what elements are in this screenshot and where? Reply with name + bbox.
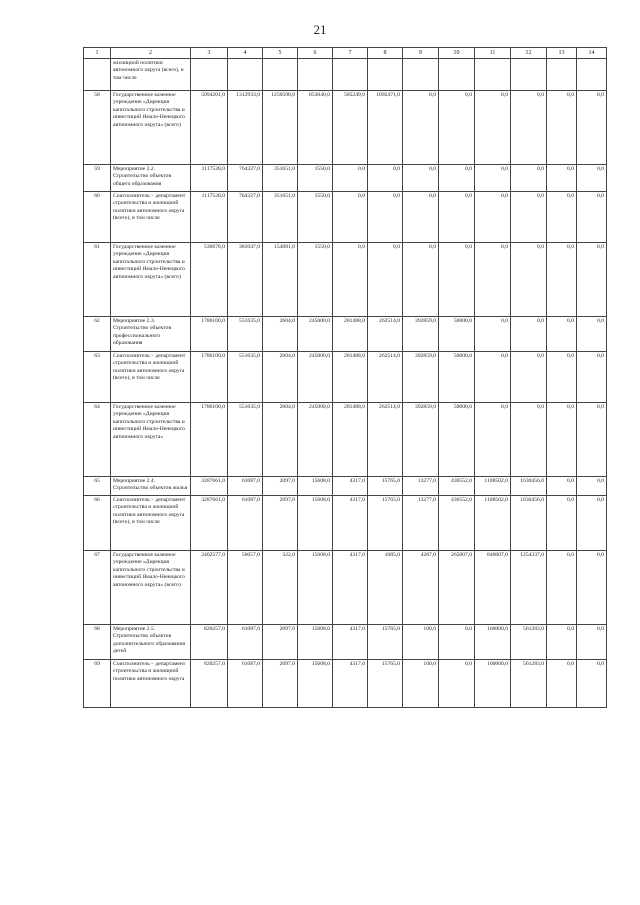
value-cell (577, 59, 607, 91)
row-name: Государственное казенное учреждение «Дирекция капитального строительства и инвестиций Ямало-Ненецкого автономного округа» (всего) (111, 551, 191, 625)
value-cell: 4317,0 (333, 660, 368, 708)
value-cell: 61087,0 (228, 477, 263, 496)
row-number (84, 59, 111, 91)
row-name: Мероприятие 2.5. Строительство объектов дополнительного образования детей (111, 625, 191, 660)
value-cell: 0,0 (403, 165, 439, 192)
value-cell: 392859,0 (403, 317, 439, 352)
value-cell: 50000,0 (439, 403, 475, 477)
value-cell (403, 59, 439, 91)
value-cell: 15608,0 (298, 625, 333, 660)
page-number: 21 (313, 22, 327, 37)
value-cell: 551635,0 (228, 352, 263, 403)
value-cell: 0,0 (577, 317, 607, 352)
value-cell (547, 59, 577, 91)
value-cell: 0,0 (475, 403, 511, 477)
header-cell: 3 (191, 48, 228, 59)
value-cell: 0,0 (577, 403, 607, 477)
value-cell: 0,0 (547, 165, 577, 192)
value-cell: 0,0 (475, 317, 511, 352)
row-number: 58 (84, 91, 111, 165)
value-cell: 61087,0 (228, 660, 263, 708)
value-cell: 0,0 (511, 165, 547, 192)
row-number: 64 (84, 403, 111, 477)
row-number: 68 (84, 625, 111, 660)
value-cell: 245000,0 (298, 317, 333, 352)
value-cell: 0,0 (547, 192, 577, 243)
value-cell (333, 59, 368, 91)
value-cell: 160000,0 (475, 625, 511, 660)
row-number: 60 (84, 192, 111, 243)
value-cell: 820257,0 (191, 625, 228, 660)
value-cell: 281488,0 (333, 352, 368, 403)
value-cell: 1786100,0 (191, 352, 228, 403)
row-name: Государственное казенное учреждение «Дирекция капитального строительства и инвестиций Ямало-Ненецкого автономного округа» (111, 403, 191, 477)
value-cell: 0,0 (403, 243, 439, 317)
header-cell: 11 (475, 48, 511, 59)
value-cell: 1108502,0 (475, 496, 511, 551)
value-cell: 351651,0 (263, 165, 298, 192)
value-cell: 262514,0 (368, 352, 403, 403)
row-name: Соисполнитель – департамент строительства и жилищной политики автономного округа (111, 660, 191, 708)
row-name: Соисполнитель – департамент строительства и жилищной политики автономного округа (всего), в том числе (111, 192, 191, 243)
value-cell: 0,0 (333, 243, 368, 317)
value-cell: 0,0 (475, 165, 511, 192)
value-cell: 1630456,0 (511, 477, 547, 496)
value-cell: 1092471,0 (368, 91, 403, 165)
row-name: Мероприятие 2.3. Строительство объектов профессионального образования (111, 317, 191, 352)
value-cell: 0,0 (439, 192, 475, 243)
value-cell: 15765,0 (368, 660, 403, 708)
value-cell: 0,0 (511, 243, 547, 317)
value-cell: 0,0 (475, 192, 511, 243)
value-cell: 0,0 (511, 317, 547, 352)
value-cell: 0,0 (577, 352, 607, 403)
table-row (84, 551, 607, 625)
value-cell: 0,0 (547, 496, 577, 551)
header-cell: 8 (368, 48, 403, 59)
value-cell: 1250508,0 (263, 91, 298, 165)
value-cell: 0,0 (577, 192, 607, 243)
value-cell: 2604,0 (263, 352, 298, 403)
value-cell: 0,0 (368, 192, 403, 243)
value-cell: 351651,0 (263, 192, 298, 243)
value-cell: 0,0 (547, 352, 577, 403)
row-number: 62 (84, 317, 111, 352)
value-cell: 561283,0 (511, 660, 547, 708)
value-cell: 0,0 (577, 243, 607, 317)
value-cell: 853040,0 (298, 91, 333, 165)
value-cell: 15608,0 (298, 660, 333, 708)
value-cell: 1786100,0 (191, 403, 228, 477)
value-cell: 100,0 (403, 625, 439, 660)
value-cell: 15608,0 (298, 551, 333, 625)
value-cell: 4317,0 (333, 496, 368, 551)
value-cell: 392859,0 (403, 352, 439, 403)
header-cell: 6 (298, 48, 333, 59)
funding-table (83, 47, 607, 708)
value-cell: 4287,0 (403, 551, 439, 625)
row-number: 63 (84, 352, 111, 403)
value-cell: 0,0 (333, 192, 368, 243)
row-name: Государственное казенное учреждение «Дирекция капитального строительства и инвестиций Ямало-Ненецкого автономного округа» (всего) (111, 91, 191, 165)
value-cell: 160000,0 (475, 660, 511, 708)
value-cell: 13277,0 (403, 496, 439, 551)
table-row (84, 660, 607, 708)
value-cell: 0,0 (547, 243, 577, 317)
value-cell: 0,0 (577, 660, 607, 708)
value-cell: 4317,0 (333, 551, 368, 625)
value-cell: 764327,0 (228, 192, 263, 243)
value-cell: 50000,0 (439, 317, 475, 352)
row-number: 66 (84, 496, 111, 551)
row-name: Мероприятие 2.2. Строительство объектов общего образования (111, 165, 191, 192)
value-cell: 2097,0 (263, 477, 298, 496)
value-cell: 0,0 (577, 477, 607, 496)
value-cell: 13277,0 (403, 477, 439, 496)
value-cell (228, 59, 263, 91)
value-cell: 5094201,0 (191, 91, 228, 165)
value-cell: 1786100,0 (191, 317, 228, 352)
value-cell: 0,0 (577, 625, 607, 660)
value-cell: 0,0 (475, 352, 511, 403)
value-cell: 0,0 (475, 243, 511, 317)
value-cell: 0,0 (368, 243, 403, 317)
value-cell: 0,0 (403, 192, 439, 243)
row-number: 65 (84, 477, 111, 496)
table-row (84, 403, 607, 477)
value-cell (475, 59, 511, 91)
value-cell: 281488,0 (333, 403, 368, 477)
header-cell: 1 (84, 48, 111, 59)
row-number: 59 (84, 165, 111, 192)
value-cell: 262514,0 (368, 317, 403, 352)
row-name: Соисполнитель – департамент строительства и жилищной политики автономного округа (всего), в том числе (111, 496, 191, 551)
value-cell (511, 59, 547, 91)
value-cell: 4317,0 (333, 477, 368, 496)
value-cell: 61087,0 (228, 625, 263, 660)
value-cell: 0,0 (547, 660, 577, 708)
value-cell: 381047,0 (228, 243, 263, 317)
header-cell: 7 (333, 48, 368, 59)
value-cell: 0,0 (368, 165, 403, 192)
header-row (84, 48, 607, 59)
value-cell: 436552,0 (439, 496, 475, 551)
row-name: Соисполнитель – департамент строительства и жилищной политики автономного округа (всего), в том числе (111, 352, 191, 403)
value-cell: 15608,0 (298, 477, 333, 496)
value-cell: 15608,0 (298, 496, 333, 551)
value-cell: 551635,0 (228, 403, 263, 477)
value-cell: 1550,0 (298, 243, 333, 317)
table-row (84, 477, 607, 496)
value-cell: 0,0 (439, 660, 475, 708)
value-cell: 536678,0 (191, 243, 228, 317)
table-row (84, 352, 607, 403)
value-cell: 1630456,0 (511, 496, 547, 551)
value-cell: 820257,0 (191, 660, 228, 708)
value-cell: 0,0 (577, 91, 607, 165)
header-cell: 12 (511, 48, 547, 59)
value-cell: 0,0 (439, 91, 475, 165)
row-number: 67 (84, 551, 111, 625)
value-cell: 0,0 (577, 496, 607, 551)
value-cell: 551635,0 (228, 317, 263, 352)
value-cell: 0,0 (439, 165, 475, 192)
value-cell: 0,0 (511, 352, 547, 403)
value-cell: 4317,0 (333, 625, 368, 660)
value-cell: 15765,0 (368, 496, 403, 551)
value-cell: 265007,0 (439, 551, 475, 625)
value-cell: 3287661,0 (191, 496, 228, 551)
value-cell: 0,0 (439, 625, 475, 660)
value-cell (298, 59, 333, 91)
value-cell: 281488,0 (333, 317, 368, 352)
value-cell: 1117528,0 (191, 165, 228, 192)
value-cell: 585249,0 (333, 91, 368, 165)
value-cell: 0,0 (577, 165, 607, 192)
value-cell: 1254337,0 (511, 551, 547, 625)
header-cell: 5 (263, 48, 298, 59)
value-cell: 1550,0 (298, 192, 333, 243)
header-cell: 10 (439, 48, 475, 59)
row-name: Государственное казенное учреждение «Дирекция капитального строительства и инвестиций Ямало-Ненецкого автономного округа» (всего) (111, 243, 191, 317)
value-cell: 2097,0 (263, 660, 298, 708)
table-row (84, 59, 607, 91)
value-cell: 1550,0 (298, 165, 333, 192)
header-cell: 9 (403, 48, 439, 59)
value-cell: 2097,0 (263, 625, 298, 660)
value-cell: 0,0 (577, 551, 607, 625)
value-cell: 0,0 (547, 317, 577, 352)
value-cell: 0,0 (547, 91, 577, 165)
value-cell: 0,0 (403, 91, 439, 165)
value-cell (439, 59, 475, 91)
value-cell: 2402577,0 (191, 551, 228, 625)
value-cell (191, 59, 228, 91)
value-cell: 0,0 (511, 192, 547, 243)
value-cell: 0,0 (439, 243, 475, 317)
value-cell: 245000,0 (298, 352, 333, 403)
header-cell: 4 (228, 48, 263, 59)
value-cell: 0,0 (475, 91, 511, 165)
table-row (84, 243, 607, 317)
value-cell: 392859,0 (403, 403, 439, 477)
value-cell: 1312933,0 (228, 91, 263, 165)
value-cell: 56057,0 (228, 551, 263, 625)
value-cell: 154081,0 (263, 243, 298, 317)
header-cell: 2 (111, 48, 191, 59)
value-cell: 0,0 (547, 403, 577, 477)
value-cell: 15765,0 (368, 625, 403, 660)
header-cell: 14 (577, 48, 607, 59)
table-row (84, 165, 607, 192)
value-cell: 50000,0 (439, 352, 475, 403)
value-cell: 764327,0 (228, 165, 263, 192)
table-row (84, 192, 607, 243)
value-cell: 262514,0 (368, 403, 403, 477)
value-cell: 100,0 (403, 660, 439, 708)
row-number: 69 (84, 660, 111, 708)
header-cell: 13 (547, 48, 577, 59)
value-cell: 0,0 (547, 477, 577, 496)
row-name: жилищной политики автономного округа (всего), в том числе (111, 59, 191, 91)
value-cell: 245000,0 (298, 403, 333, 477)
value-cell: 15765,0 (368, 477, 403, 496)
table-row (84, 91, 607, 165)
value-cell: 2604,0 (263, 403, 298, 477)
value-cell: 1117528,0 (191, 192, 228, 243)
value-cell: 0,0 (547, 625, 577, 660)
value-cell (263, 59, 298, 91)
value-cell: 3287661,0 (191, 477, 228, 496)
value-cell (368, 59, 403, 91)
table-row (84, 496, 607, 551)
value-cell: 0,0 (547, 551, 577, 625)
value-cell: 436552,0 (439, 477, 475, 496)
table-row (84, 625, 607, 660)
value-cell: 0,0 (333, 165, 368, 192)
value-cell: 0,0 (511, 91, 547, 165)
value-cell: 1085,0 (368, 551, 403, 625)
value-cell: 61087,0 (228, 496, 263, 551)
value-cell: 2097,0 (263, 496, 298, 551)
row-name: Мероприятие 2.4. Строительство объектов жилья (111, 477, 191, 496)
row-number: 61 (84, 243, 111, 317)
value-cell: 2604,0 (263, 317, 298, 352)
value-cell: 0,0 (511, 403, 547, 477)
value-cell: 561283,0 (511, 625, 547, 660)
value-cell: 840007,0 (475, 551, 511, 625)
value-cell: 1108502,0 (475, 477, 511, 496)
table-row (84, 317, 607, 352)
value-cell: 322,0 (263, 551, 298, 625)
